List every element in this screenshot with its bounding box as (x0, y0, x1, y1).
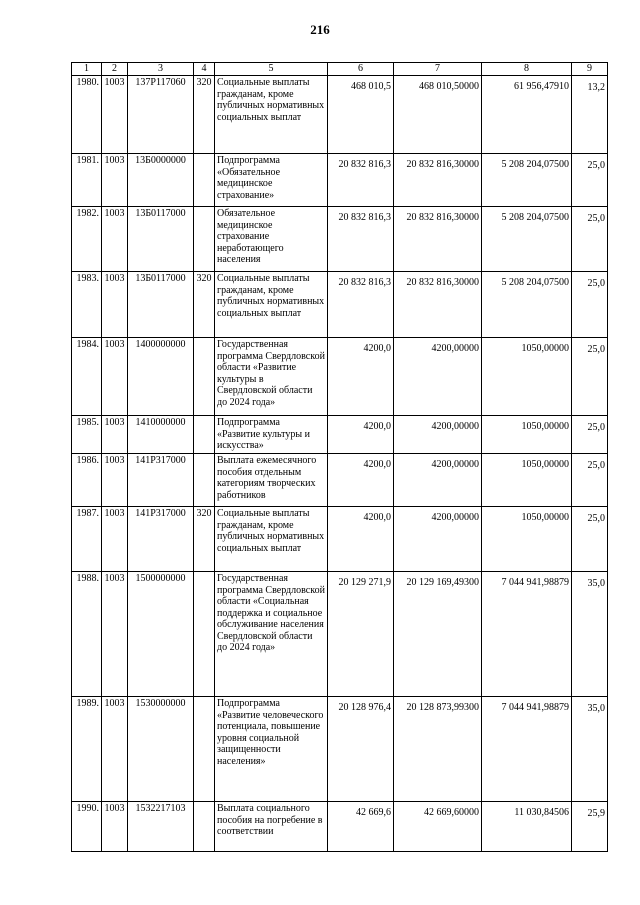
expense-type (194, 454, 215, 507)
item-name: Социальные выплаты гражданам, кроме публичных нормативных социальных выплат (215, 507, 328, 572)
expense-type: 320 (194, 507, 215, 572)
header-cell: 7 (394, 63, 482, 76)
percent-value: 25,0 (572, 507, 608, 572)
value-col-8: 7 044 941,98879 (482, 572, 572, 697)
percent-value: 25,0 (572, 272, 608, 338)
row-number: 1982. (72, 207, 102, 272)
expense-type (194, 416, 215, 454)
item-name: Подпрограмма «Обязательное медицинское страхование» (215, 154, 328, 207)
target-code: 1400000000 (128, 338, 194, 416)
value-col-7: 468 010,50000 (394, 76, 482, 154)
header-cell: 6 (328, 63, 394, 76)
value-col-6: 20 832 816,3 (328, 154, 394, 207)
percent-value: 25,0 (572, 207, 608, 272)
percent-value: 25,0 (572, 454, 608, 507)
value-col-6: 20 129 271,9 (328, 572, 394, 697)
value-col-8: 5 208 204,07500 (482, 154, 572, 207)
target-code: 1530000000 (128, 697, 194, 802)
target-code: 13Б0117000 (128, 272, 194, 338)
row-number: 1981. (72, 154, 102, 207)
item-name: Государственная программа Свердловской области «Развитие культуры в Свердловской области до 2024 года» (215, 338, 328, 416)
row-number: 1983. (72, 272, 102, 338)
row-number: 1984. (72, 338, 102, 416)
table-row (72, 338, 608, 416)
value-col-6: 4200,0 (328, 338, 394, 416)
value-col-7: 20 832 816,30000 (394, 207, 482, 272)
header-cell: 9 (572, 63, 608, 76)
section-code: 1003 (102, 416, 128, 454)
target-code: 1532217103 (128, 802, 194, 852)
header-row (72, 63, 608, 76)
value-col-6: 468 010,5 (328, 76, 394, 154)
value-col-7: 20 832 816,30000 (394, 272, 482, 338)
value-col-6: 20 832 816,3 (328, 207, 394, 272)
target-code: 1500000000 (128, 572, 194, 697)
value-col-6: 4200,0 (328, 507, 394, 572)
percent-value: 35,0 (572, 572, 608, 697)
item-name: Социальные выплаты гражданам, кроме публичных нормативных социальных выплат (215, 76, 328, 154)
section-code: 1003 (102, 454, 128, 507)
value-col-7: 20 832 816,30000 (394, 154, 482, 207)
target-code: 13Б0117000 (128, 207, 194, 272)
section-code: 1003 (102, 154, 128, 207)
row-number: 1988. (72, 572, 102, 697)
percent-value: 13,2 (572, 76, 608, 154)
value-col-8: 1050,00000 (482, 416, 572, 454)
row-number: 1990. (72, 802, 102, 852)
row-number: 1985. (72, 416, 102, 454)
page-number: 216 (310, 22, 330, 37)
value-col-8: 5 208 204,07500 (482, 272, 572, 338)
value-col-7: 4200,00000 (394, 454, 482, 507)
value-col-6: 42 669,6 (328, 802, 394, 852)
value-col-6: 4200,0 (328, 454, 394, 507)
percent-value: 25,9 (572, 802, 608, 852)
value-col-6: 20 128 976,4 (328, 697, 394, 802)
percent-value: 25,0 (572, 338, 608, 416)
item-name: Подпрограмма «Развитие культуры и искусства» (215, 416, 328, 454)
row-number: 1989. (72, 697, 102, 802)
expense-type (194, 697, 215, 802)
expense-type (194, 572, 215, 697)
target-code: 1410000000 (128, 416, 194, 454)
value-col-8: 1050,00000 (482, 338, 572, 416)
value-col-8: 5 208 204,07500 (482, 207, 572, 272)
table-row (72, 207, 608, 272)
table-row (72, 507, 608, 572)
value-col-7: 20 128 873,99300 (394, 697, 482, 802)
table-row (72, 802, 608, 852)
value-col-7: 4200,00000 (394, 507, 482, 572)
header-cell: 5 (215, 63, 328, 76)
table-row (72, 454, 608, 507)
table-row (72, 697, 608, 802)
table-row (72, 154, 608, 207)
expense-type (194, 802, 215, 852)
expense-type: 320 (194, 76, 215, 154)
expense-type: 320 (194, 272, 215, 338)
section-code: 1003 (102, 697, 128, 802)
header-cell: 2 (102, 63, 128, 76)
table-row (72, 572, 608, 697)
header-cell: 8 (482, 63, 572, 76)
target-code: 141P317000 (128, 454, 194, 507)
target-code: 141P317000 (128, 507, 194, 572)
value-col-6: 4200,0 (328, 416, 394, 454)
expense-type (194, 207, 215, 272)
row-number: 1986. (72, 454, 102, 507)
item-name: Обязательное медицинское страхование неработающего населения (215, 207, 328, 272)
table-row (72, 272, 608, 338)
item-name: Выплата ежемесячного пособия отдельным категориям творческих работников (215, 454, 328, 507)
value-col-6: 20 832 816,3 (328, 272, 394, 338)
expense-type (194, 338, 215, 416)
value-col-7: 42 669,60000 (394, 802, 482, 852)
value-col-8: 1050,00000 (482, 507, 572, 572)
budget-table (71, 62, 608, 852)
value-col-8: 11 030,84506 (482, 802, 572, 852)
section-code: 1003 (102, 338, 128, 416)
percent-value: 35,0 (572, 697, 608, 802)
percent-value: 25,0 (572, 154, 608, 207)
section-code: 1003 (102, 207, 128, 272)
row-number: 1980. (72, 76, 102, 154)
table-row (72, 76, 608, 154)
item-name: Подпрограмма «Развитие человеческого потенциала, повышение уровня социальной защищенности населения» (215, 697, 328, 802)
table-row (72, 416, 608, 454)
section-code: 1003 (102, 507, 128, 572)
section-code: 1003 (102, 572, 128, 697)
value-col-8: 1050,00000 (482, 454, 572, 507)
item-name: Государственная программа Свердловской области «Социальная поддержка и социальное обслуживание населения Свердловской области до 2024 года» (215, 572, 328, 697)
section-code: 1003 (102, 76, 128, 154)
header-cell: 4 (194, 63, 215, 76)
item-name: Социальные выплаты гражданам, кроме публичных нормативных социальных выплат (215, 272, 328, 338)
header-cell: 1 (72, 63, 102, 76)
table-body (72, 76, 608, 852)
target-code: 137P117060 (128, 76, 194, 154)
value-col-7: 20 129 169,49300 (394, 572, 482, 697)
item-name: Выплата социального пособия на погребение в соответствии (215, 802, 328, 852)
section-code: 1003 (102, 802, 128, 852)
value-col-8: 7 044 941,98879 (482, 697, 572, 802)
value-col-8: 61 956,47910 (482, 76, 572, 154)
percent-value: 25,0 (572, 416, 608, 454)
section-code: 1003 (102, 272, 128, 338)
header-cell: 3 (128, 63, 194, 76)
target-code: 13Б0000000 (128, 154, 194, 207)
value-col-7: 4200,00000 (394, 416, 482, 454)
row-number: 1987. (72, 507, 102, 572)
value-col-7: 4200,00000 (394, 338, 482, 416)
expense-type (194, 154, 215, 207)
